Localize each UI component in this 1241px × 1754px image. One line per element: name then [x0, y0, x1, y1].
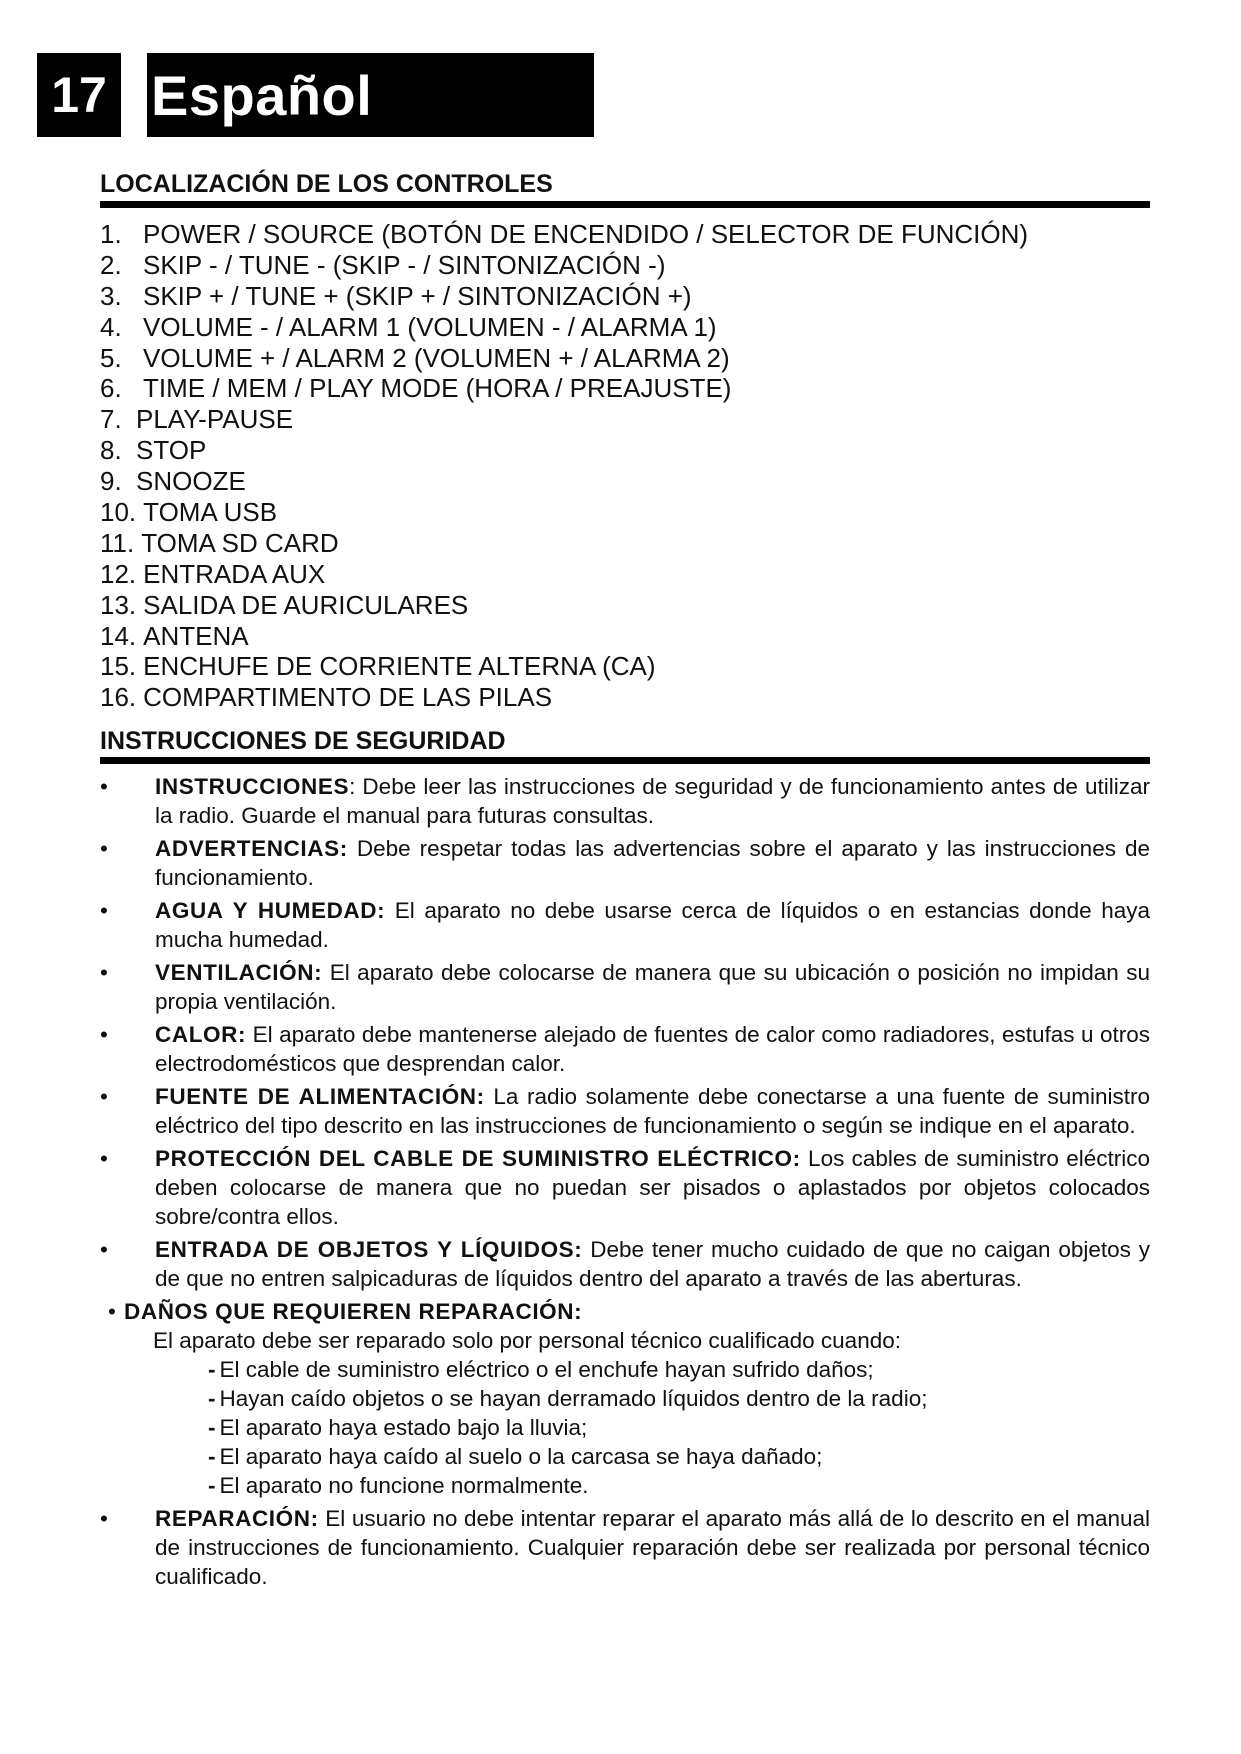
list-item — [100, 958, 1150, 1016]
bullet-icon: • — [100, 836, 108, 861]
item-number: 14. — [100, 620, 137, 651]
list-item — [100, 651, 1150, 682]
item-number: 13. — [100, 589, 137, 620]
item-number: 15. — [100, 651, 137, 682]
controls-section-title: LOCALIZACIÓN DE LOS CONTROLES — [100, 170, 553, 198]
item-heading: ENTRADA DE OBJETOS Y LÍQUIDOS: — [155, 1237, 583, 1262]
list-item — [100, 281, 1150, 312]
bullet-icon: • — [100, 1506, 108, 1531]
list-item — [100, 435, 1150, 466]
item-body: : Debe leer las instrucciones de seguridad y de funcionamiento antes de utilizar la radio. Guarde el manual para futuras consultas. — [155, 774, 1150, 828]
item-body: Los cables de suministro eléctrico deben colocarse de manera que no puedan ser pisados o aplastados por objetos colocados sobre/contra ellos. — [155, 1146, 1151, 1229]
item-heading: AGUA Y HUMEDAD: — [155, 898, 386, 923]
list-item — [100, 590, 1150, 621]
page-number: 17 — [37, 53, 121, 137]
language-title: Español — [147, 53, 594, 137]
item-number: 6. — [100, 373, 122, 404]
item-number: 1. — [100, 219, 122, 249]
bullet-icon: • — [100, 1084, 108, 1109]
item-number: 10. — [100, 497, 137, 528]
list-item — [100, 1235, 1150, 1293]
bullet-icon: • — [100, 774, 108, 799]
item-body: Debe respetar todas las advertencias sobre el aparato y las instrucciones de funcionamiento. — [155, 836, 1150, 890]
bullet-icon: • — [100, 898, 108, 923]
list-item — [100, 896, 1150, 954]
item-body: El aparato debe mantenerse alejado de fuentes de calor como radiadores, estufas u otros electrodomésticos que desprendan calor. — [155, 1022, 1150, 1076]
list-item — [100, 373, 1150, 404]
item-heading: FUENTE DE ALIMENTACIÓN: — [155, 1084, 485, 1109]
safety-section-title: INSTRUCCIONES DE SEGURIDAD — [100, 727, 506, 755]
item-text: VOLUME + / ALARM 2 (VOLUMEN + / ALARMA 2) — [143, 342, 730, 373]
item-text: SKIP + / TUNE + (SKIP + / SINTONIZACIÓN +) — [143, 280, 692, 311]
repair-condition: - El aparato haya caído al suelo o la carcasa se haya dañado; — [208, 1444, 823, 1469]
item-heading: PROTECCIÓN DEL CABLE DE SUMINISTRO ELÉCTRICO: — [155, 1146, 801, 1171]
item-number: 11. — [100, 527, 135, 558]
section-divider — [100, 757, 1150, 764]
bullet-icon: • — [100, 1146, 108, 1171]
bullet-icon: • — [100, 1022, 108, 1047]
list-item — [100, 497, 1150, 528]
item-number: 12. — [100, 558, 137, 589]
section-divider — [100, 201, 1150, 208]
bullet-icon: • — [100, 960, 108, 985]
item-number: 9. — [100, 466, 122, 497]
item-body: Debe tener mucho cuidado de que no caigan objetos y de que no entren salpicaduras de líquidos dentro del aparato a través de las aberturas. — [155, 1237, 1150, 1291]
item-heading: VENTILACIÓN: — [155, 960, 323, 985]
item-text: TOMA SD CARD — [141, 527, 339, 558]
item-text: TIME / MEM / PLAY MODE (HORA / PREAJUSTE) — [143, 373, 732, 404]
item-heading: REPARACIÓN: — [155, 1506, 319, 1531]
list-item — [100, 682, 1150, 713]
item-heading: DAÑOS QUE REQUIEREN REPARACIÓN: — [124, 1299, 583, 1324]
item-text: ENCHUFE DE CORRIENTE ALTERNA (CA) — [143, 651, 656, 682]
item-heading: ADVERTENCIAS: — [155, 836, 348, 861]
item-number: 5. — [100, 342, 122, 373]
list-item — [100, 1297, 1150, 1326]
repair-condition: - El aparato no funcione normalmente. — [208, 1473, 589, 1498]
bullet-icon: • — [108, 1299, 116, 1324]
item-number: 4. — [100, 311, 122, 342]
item-text: POWER / SOURCE (BOTÓN DE ENCENDIDO / SELECTOR DE FUNCIÓN) — [143, 219, 1029, 249]
item-body: La radio solamente debe conectarse a una fuente de suministro eléctrico del tipo descrito en las instrucciones de funcionamiento o según se indique en el aparato. — [155, 1084, 1150, 1138]
bullet-icon: • — [100, 1237, 108, 1262]
item-text: PLAY-PAUSE — [136, 404, 294, 435]
item-heading: CALOR: — [155, 1022, 247, 1047]
item-text: SALIDA DE AURICULARES — [143, 589, 469, 620]
item-text: COMPARTIMENTO DE LAS PILAS — [143, 682, 553, 713]
item-body: El aparato no debe usarse cerca de líquidos o en estancias donde haya mucha humedad. — [155, 898, 1150, 952]
repair-intro: El aparato debe ser reparado solo por personal técnico cualificado cuando: — [153, 1328, 901, 1353]
item-number: 7. — [100, 404, 122, 435]
repair-condition: - El aparato haya estado bajo la lluvia; — [208, 1415, 588, 1440]
list-item — [100, 528, 1150, 559]
list-item — [100, 834, 1150, 892]
list-item — [100, 621, 1150, 652]
list-item — [100, 1082, 1150, 1140]
list-item — [100, 1144, 1150, 1231]
list-item — [100, 312, 1150, 343]
repair-condition: - Hayan caído objetos o se hayan derramado líquidos dentro de la radio; — [208, 1386, 928, 1411]
item-text: ENTRADA AUX — [143, 558, 326, 589]
list-item — [100, 559, 1150, 590]
list-item — [100, 219, 1150, 250]
list-item — [100, 343, 1150, 374]
item-heading: INSTRUCCIONES — [155, 774, 350, 799]
item-text: ANTENA — [143, 620, 249, 651]
safety-list — [100, 772, 1150, 1595]
list-item — [100, 404, 1150, 435]
list-item — [100, 250, 1150, 281]
repair-condition: - El cable de suministro eléctrico o el enchufe hayan sufrido daños; — [208, 1357, 874, 1382]
list-item — [100, 1020, 1150, 1078]
item-text: SKIP - / TUNE - (SKIP - / SINTONIZACIÓN -) — [143, 249, 666, 280]
item-number: 2. — [100, 249, 122, 280]
item-number: 3. — [100, 280, 122, 311]
item-number: 8. — [100, 435, 122, 466]
list-item — [100, 466, 1150, 497]
list-item — [100, 1504, 1150, 1591]
item-text: STOP — [136, 435, 207, 466]
item-number: 16. — [100, 682, 137, 713]
item-text: SNOOZE — [136, 466, 246, 497]
item-body: El aparato debe colocarse de manera que su ubicación o posición no impidan su propia ventilación. — [155, 960, 1150, 1014]
controls-list — [100, 219, 1150, 713]
item-body: El usuario no debe intentar reparar el aparato más allá de lo descrito en el manual de instrucciones de funcionamiento. Cualquier reparación debe ser realizada por personal técnico cualificado. — [155, 1506, 1150, 1589]
item-text: TOMA USB — [143, 497, 278, 528]
list-item — [100, 772, 1150, 830]
item-text: VOLUME - / ALARM 1 (VOLUMEN - / ALARMA 1) — [143, 311, 717, 342]
